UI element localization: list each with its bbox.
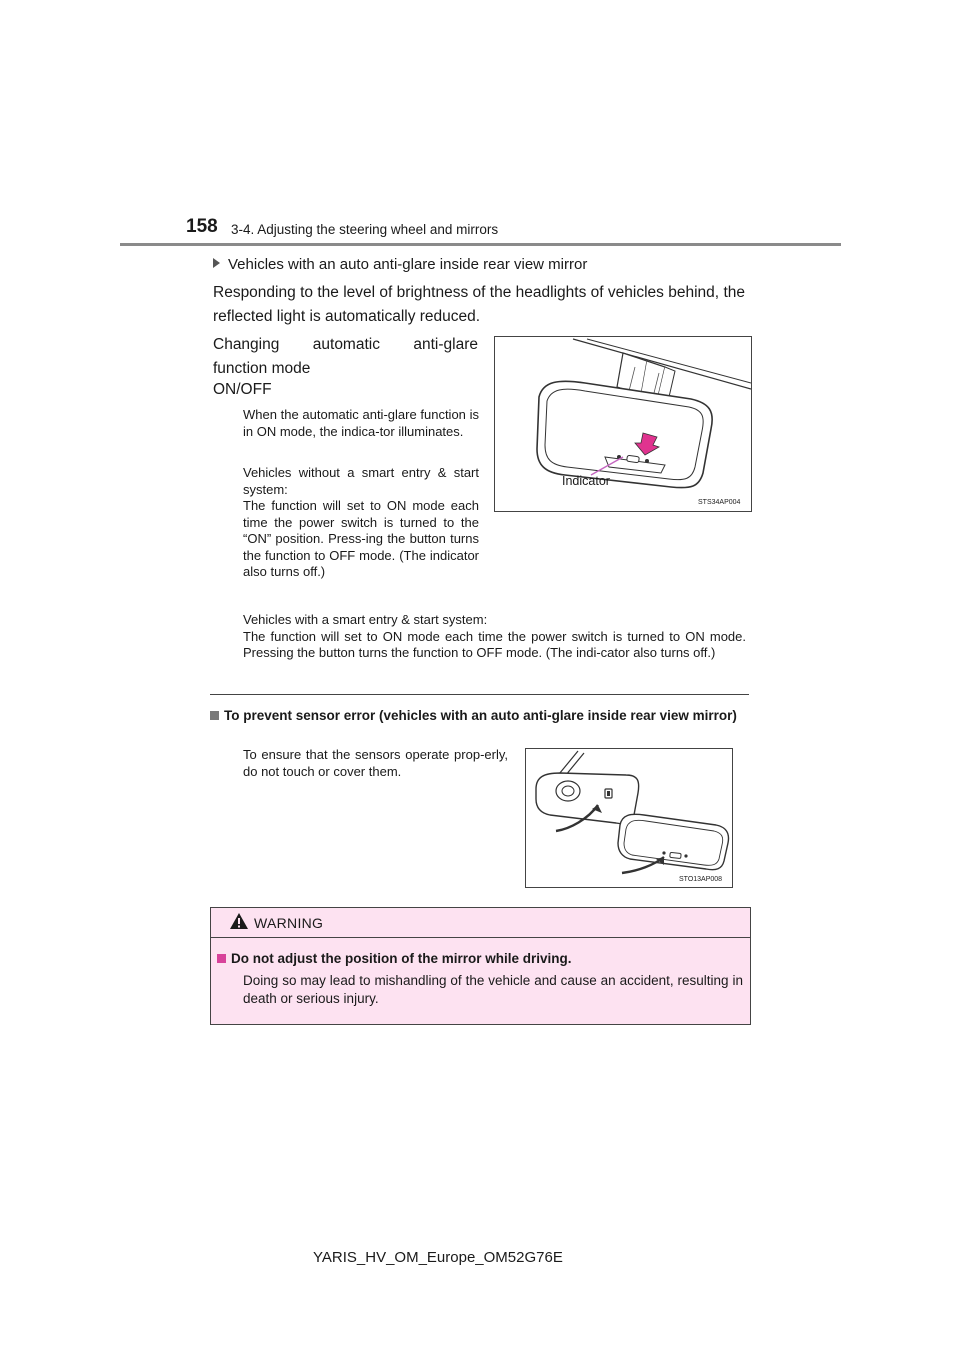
rear-view-mirror-illustration	[495, 337, 751, 511]
warning-title: WARNING	[254, 915, 324, 931]
warning-heading-text: Do not adjust the position of the mirror while driving.	[231, 951, 572, 966]
subhead-text: Vehicles with an auto anti-glare inside rear view mirror	[228, 256, 588, 273]
changing-mode-label: Changing automatic anti-glare function mode	[213, 336, 478, 377]
warning-triangle-icon	[229, 912, 249, 930]
warning-text: Doing so may lead to mishandling of the vehicle and cause an accident, resulting in death or serious injury.	[243, 973, 743, 1006]
sensor-figure	[525, 748, 733, 888]
triangle-bullet-icon	[213, 258, 220, 268]
mirror-sensors-illustration	[526, 749, 732, 887]
indicator-note: When the automatic anti-glare function is in ON mode, the indica-tor illuminates.	[243, 407, 479, 439]
sensor-error-text: To ensure that the sensors operate prop-erly, do not touch or cover them.	[243, 747, 508, 779]
indicator-label: Indicator	[562, 474, 610, 488]
no-smart-entry-heading: Vehicles without a smart entry & start system:	[243, 465, 479, 497]
page-number: 158	[186, 216, 218, 237]
figure-code: STS34AP004	[698, 499, 741, 506]
no-smart-entry-note	[243, 465, 479, 581]
no-smart-entry-text: The function will set to ON mode each time the power switch is turned to the “ON” position. Press-ing the button turns the function to OFF mode. (The indicator also turns off.)	[243, 498, 479, 579]
smart-entry-text: The function will set to ON mode each time the power switch is turned to ON mode. Pressing the button turns the function to OFF mode. (The indi-cator also turns off.)	[243, 628, 746, 660]
smart-entry-heading: Vehicles with a smart entry & start system:	[243, 612, 488, 627]
smart-entry-note	[243, 612, 746, 662]
subhead	[213, 256, 587, 273]
warning-box	[210, 907, 751, 1025]
figure-code: STO13AP008	[679, 876, 723, 883]
square-bullet-icon	[210, 711, 219, 720]
sensor-error-heading-text: To prevent sensor error (vehicles with an auto anti-glare inside rear view mirror)	[224, 708, 737, 723]
warning-heading	[217, 951, 572, 966]
section-title: 3-4. Adjusting the steering wheel and mirrors	[231, 222, 499, 237]
intro-paragraph: Responding to the level of brightness of the headlights of vehicles behind, the reflected light is automatically reduced.	[213, 284, 745, 325]
on-off-label: ON/OFF	[213, 381, 272, 398]
section-divider	[210, 694, 749, 695]
mirror-figure	[494, 336, 752, 512]
header-rule	[120, 243, 841, 246]
square-bullet-icon	[217, 954, 226, 963]
sensor-error-heading	[210, 707, 750, 724]
document-id: YARIS_HV_OM_Europe_OM52G76E	[313, 1249, 563, 1266]
warning-body	[211, 938, 750, 1024]
warning-header	[211, 908, 750, 938]
